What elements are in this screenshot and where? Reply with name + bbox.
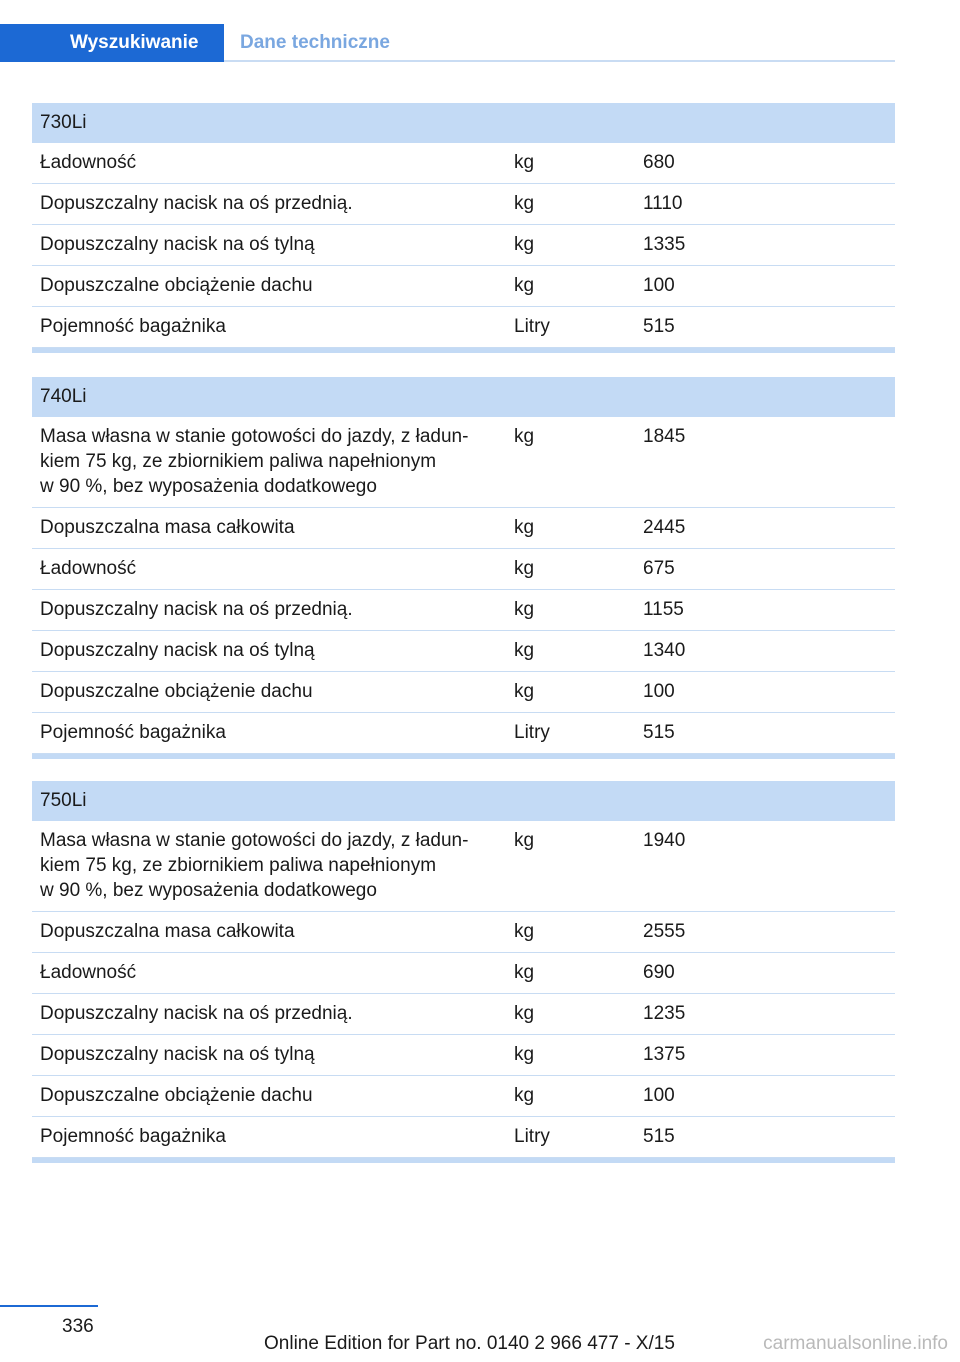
table-row	[32, 994, 895, 1035]
row-unit: Litry	[514, 722, 550, 743]
row-unit: kg	[514, 275, 535, 296]
row-value: 100	[643, 275, 675, 296]
row-label-line: kiem 75 kg, ze zbiornikiem paliwa napełnionym	[40, 855, 437, 876]
row-label: Dopuszczalny nacisk na oś przednią.	[40, 193, 353, 214]
table-row	[32, 631, 895, 672]
table-row	[32, 590, 895, 631]
table-row	[32, 143, 895, 184]
footer-accent-line	[0, 1305, 98, 1307]
watermark: carmanualsonline.info	[763, 1333, 948, 1354]
row-label: Ładowność	[40, 558, 137, 579]
row-unit: kg	[514, 517, 535, 538]
row-unit: kg	[514, 426, 535, 447]
table-row	[32, 912, 895, 953]
table-row	[32, 672, 895, 713]
page-number: 336	[62, 1316, 94, 1337]
page-header	[0, 24, 895, 62]
row-value: 1375	[643, 1044, 686, 1065]
table-row	[32, 307, 895, 348]
table-row	[32, 1035, 895, 1076]
row-label	[32, 821, 502, 911]
row-value: 515	[643, 722, 675, 743]
table-title: 750Li	[32, 781, 895, 821]
table-row	[32, 508, 895, 549]
row-value: 1845	[643, 426, 686, 447]
row-label: Dopuszczalny nacisk na oś przednią.	[40, 599, 353, 620]
row-unit: kg	[514, 921, 535, 942]
table-row	[32, 821, 895, 912]
table-row	[32, 1076, 895, 1117]
row-label-line: w 90 %, bez wyposażenia dodatkowego	[40, 880, 377, 901]
row-value: 100	[643, 1085, 675, 1106]
row-label: Dopuszczalny nacisk na oś przednią.	[40, 1003, 353, 1024]
row-value: 1340	[643, 640, 686, 661]
row-unit: kg	[514, 1044, 535, 1065]
row-label-line: kiem 75 kg, ze zbiornikiem paliwa napełnionym	[40, 451, 437, 472]
edition-note: Online Edition for Part no. 0140 2 966 477 - X/15	[264, 1333, 675, 1354]
table-title: 740Li	[32, 377, 895, 417]
table-row	[32, 953, 895, 994]
table-row	[32, 266, 895, 307]
row-value: 2555	[643, 921, 686, 942]
tab-wyszukiwanie[interactable]: Wyszukiwanie	[0, 24, 224, 62]
row-unit: Litry	[514, 1126, 550, 1147]
row-label: Dopuszczalny nacisk na oś tylną	[40, 640, 315, 661]
row-value: 690	[643, 962, 675, 983]
table-bottom-bar	[32, 1158, 895, 1163]
row-label: Dopuszczalny nacisk na oś tylną	[40, 234, 315, 255]
row-value: 1235	[643, 1003, 686, 1024]
row-value: 2445	[643, 517, 686, 538]
row-unit: kg	[514, 558, 535, 579]
row-label: Pojemność bagażnika	[40, 722, 226, 743]
row-unit: kg	[514, 681, 535, 702]
row-value: 1155	[643, 599, 684, 620]
row-unit: Litry	[514, 316, 550, 337]
row-unit: kg	[514, 599, 535, 620]
row-label: Ładowność	[40, 962, 137, 983]
spec-table-750li	[32, 781, 895, 1163]
table-row	[32, 713, 895, 754]
row-label-line: w 90 %, bez wyposażenia dodatkowego	[40, 476, 377, 497]
row-value: 675	[643, 558, 675, 579]
row-value: 1110	[643, 193, 683, 214]
table-row	[32, 1117, 895, 1158]
row-unit: kg	[514, 1085, 535, 1106]
table-row	[32, 225, 895, 266]
row-label: Dopuszczalna masa całkowita	[40, 921, 295, 942]
row-label	[32, 417, 502, 507]
row-label: Dopuszczalne obciążenie dachu	[40, 275, 313, 296]
row-value: 515	[643, 316, 675, 337]
row-value: 1335	[643, 234, 686, 255]
row-unit: kg	[514, 830, 535, 851]
tab-dane-techniczne[interactable]: Dane techniczne	[240, 32, 390, 53]
row-value: 1940	[643, 830, 686, 851]
row-label: Ładowność	[40, 152, 137, 173]
row-value: 515	[643, 1126, 675, 1147]
spec-table-730li	[32, 103, 895, 353]
row-label-line: Masa własna w stanie gotowości do jazdy, z ładun-	[40, 426, 469, 447]
row-label: Dopuszczalne obciążenie dachu	[40, 1085, 313, 1106]
row-unit: kg	[514, 234, 535, 255]
table-bottom-bar	[32, 754, 895, 759]
row-label: Pojemność bagażnika	[40, 316, 226, 337]
row-unit: kg	[514, 193, 535, 214]
row-value: 100	[643, 681, 675, 702]
row-label: Dopuszczalna masa całkowita	[40, 517, 295, 538]
row-unit: kg	[514, 1003, 535, 1024]
row-label: Pojemność bagażnika	[40, 1126, 226, 1147]
row-unit: kg	[514, 152, 535, 173]
spec-table-740li	[32, 377, 895, 759]
row-label-line: Masa własna w stanie gotowości do jazdy, z ładun-	[40, 830, 469, 851]
table-row	[32, 417, 895, 508]
table-row	[32, 184, 895, 225]
row-label: Dopuszczalny nacisk na oś tylną	[40, 1044, 315, 1065]
row-value: 680	[643, 152, 675, 173]
row-label: Dopuszczalne obciążenie dachu	[40, 681, 313, 702]
row-unit: kg	[514, 640, 535, 661]
table-bottom-bar	[32, 348, 895, 353]
table-row	[32, 549, 895, 590]
table-title: 730Li	[32, 103, 895, 143]
row-unit: kg	[514, 962, 535, 983]
header-rule	[224, 60, 895, 62]
